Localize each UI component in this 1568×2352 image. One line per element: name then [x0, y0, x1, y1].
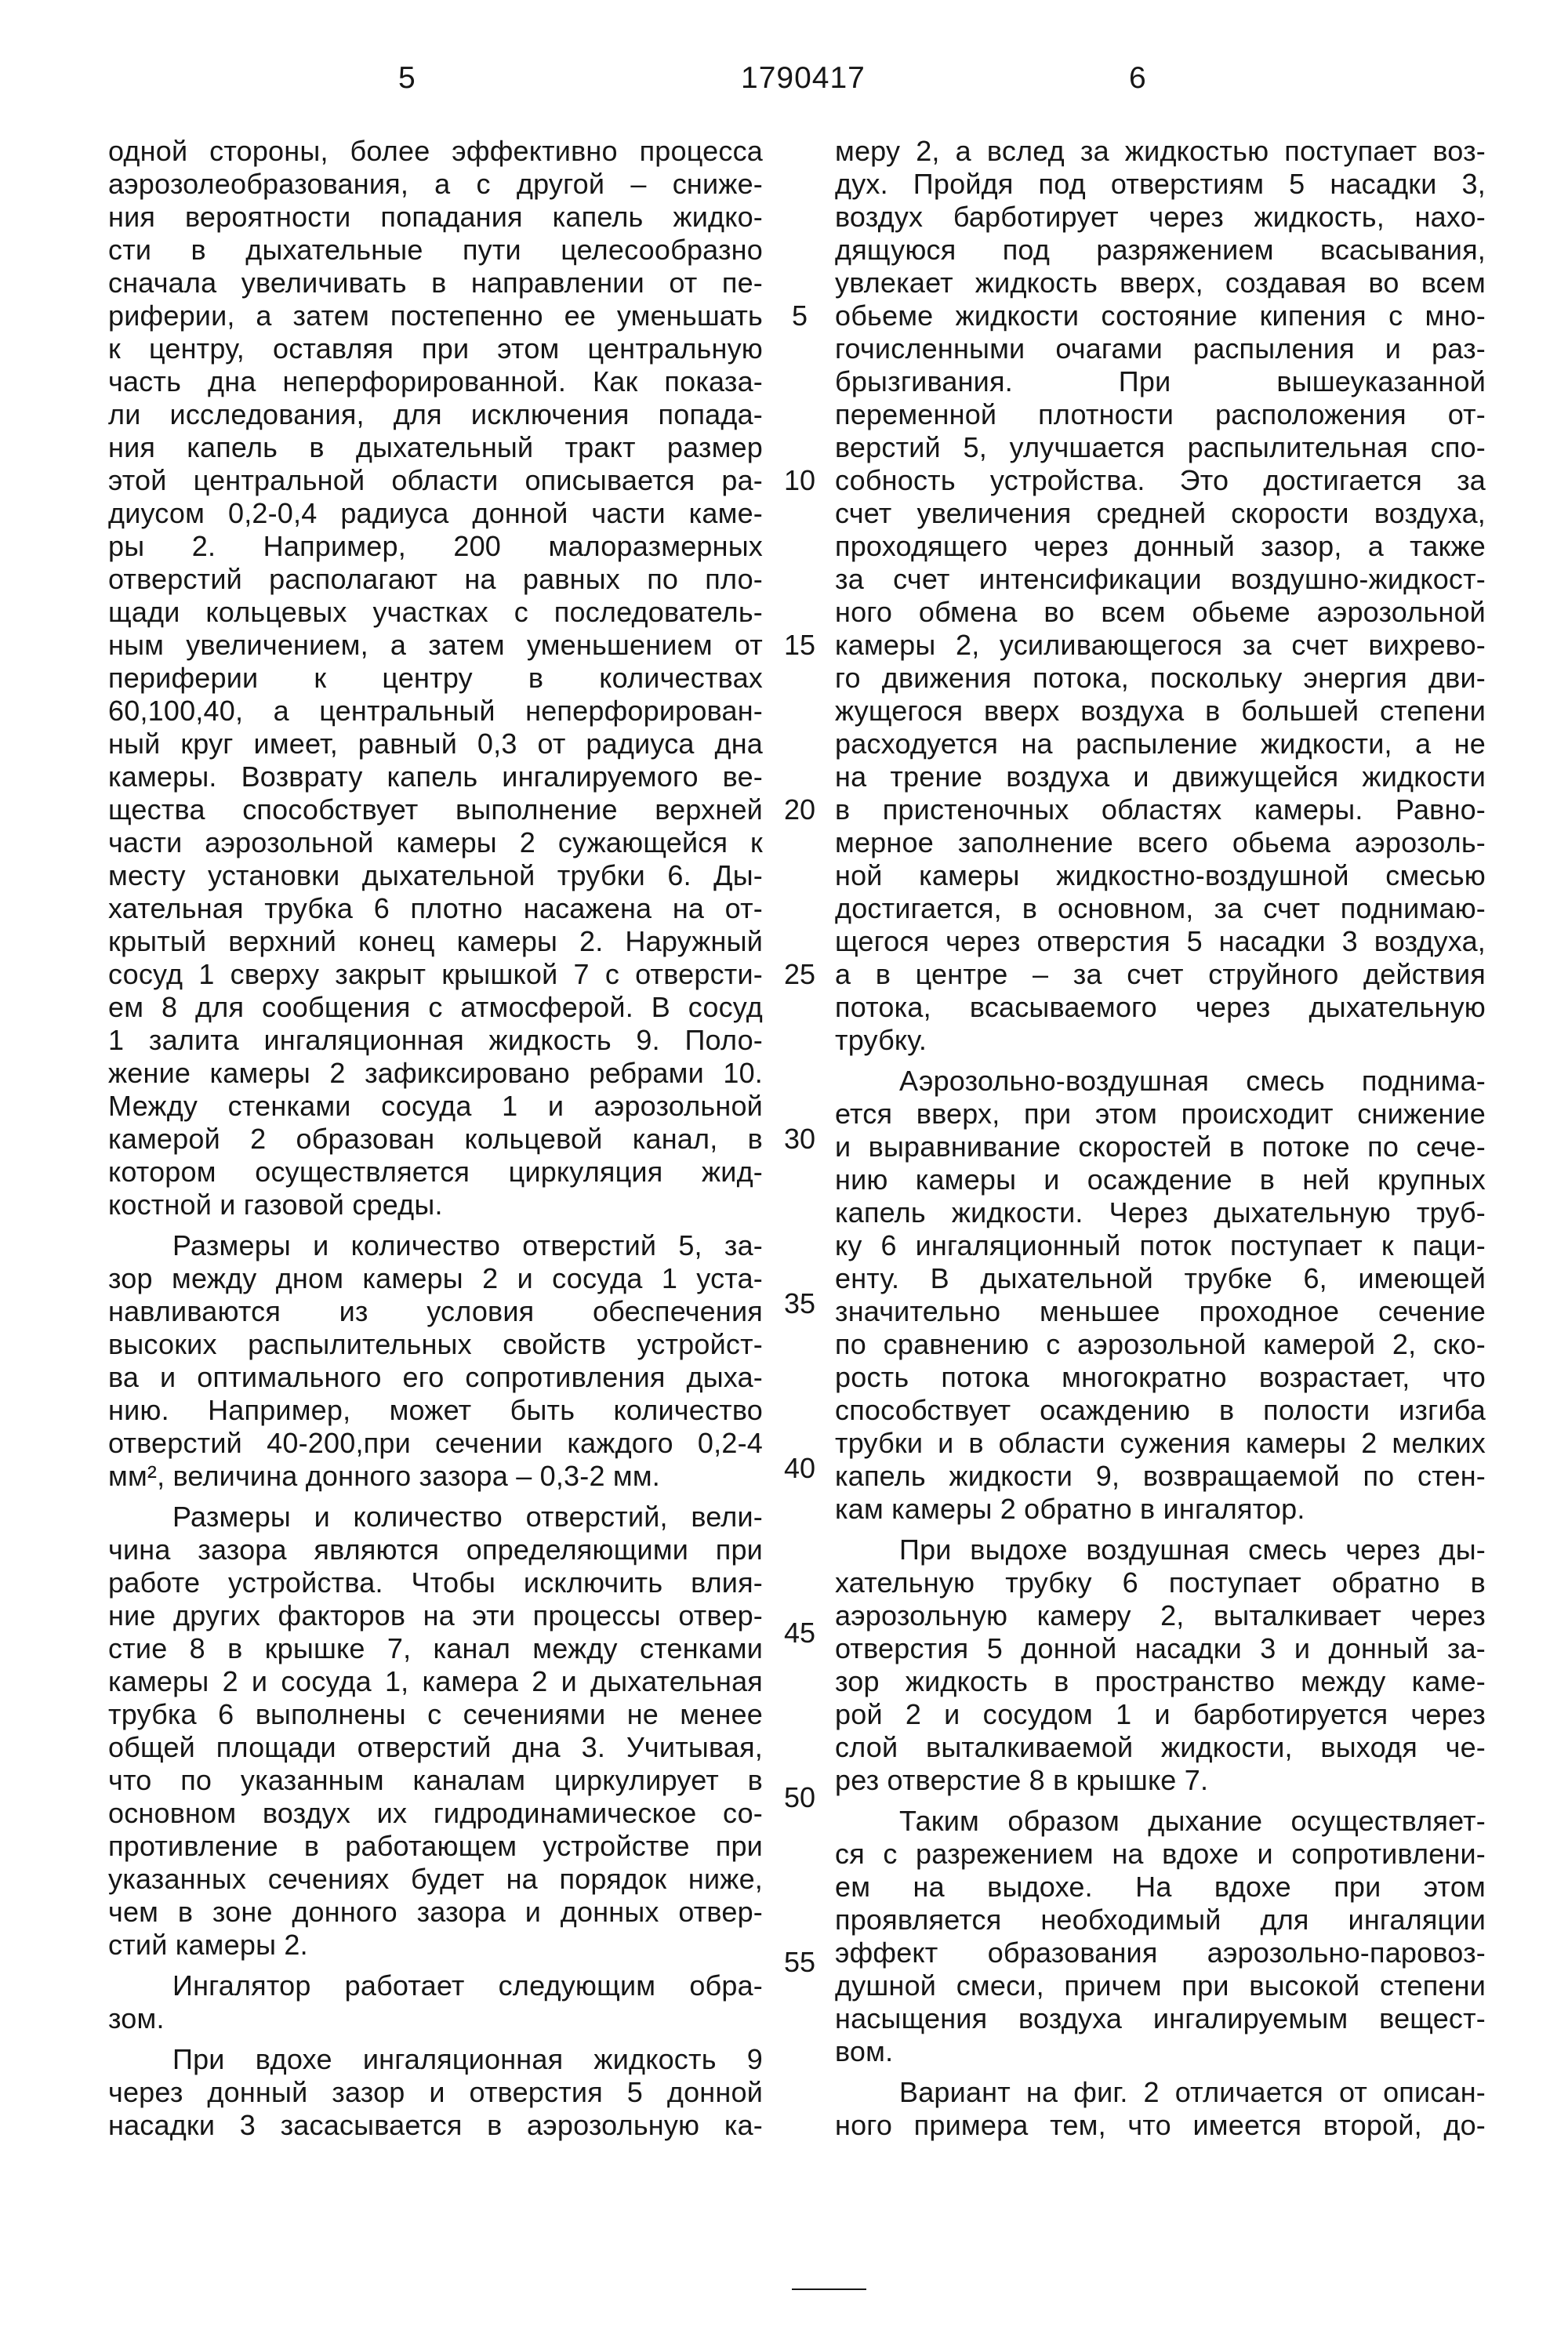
text-line: хательную трубку 6 поступает обратно в: [835, 1566, 1486, 1599]
text-line: общей площади отверстий дна 3. Учитывая,: [108, 1731, 763, 1763]
text-line: риферии, а затем постепенно ее уменьшать: [108, 299, 763, 332]
text-line: периферии к центру в количествах: [108, 662, 763, 694]
text-line: щегося через отверстия 5 насадки 3 воздуха,: [835, 925, 1486, 957]
text-line: Размеры и количество отверстий 5, за-: [172, 1229, 763, 1261]
text-line: жение камеры 2 зафиксировано ребрами 10.: [108, 1057, 763, 1089]
text-line: основном воздух их гидродинамическое со-: [108, 1797, 763, 1829]
text-line: потока, всасываемого через дыхательную: [835, 991, 1486, 1023]
text-line: хательная трубка 6 плотно насажена на от-: [108, 892, 763, 924]
text-line: через донный зазор и отверстия 5 донной: [108, 2076, 763, 2108]
text-line: душной смеси, причем при высокой степени: [835, 1969, 1486, 2002]
text-line: 60,100,40, а центральный неперфорирован-: [108, 695, 763, 727]
text-line: ного обмена во всем обьеме аэрозольной: [835, 596, 1486, 628]
left-column: [108, 135, 763, 2142]
text-line: насыщения воздуха ингалируемым вещест-: [835, 2002, 1486, 2034]
text-line: ры 2. Например, 200 малоразмерных: [108, 530, 763, 562]
text-line: противление в работающем устройстве при: [108, 1830, 763, 1862]
text-line: брызгивания. При вышеуказанной: [835, 365, 1486, 397]
left-page-number: 5: [398, 61, 416, 95]
text-line: жущегося вверх воздуха в большей степени: [835, 695, 1486, 727]
line-number: 50: [783, 1781, 816, 1813]
text-line: указанных сечениях будет на порядок ниже,: [108, 1863, 763, 1895]
text-line: трубка 6 выполнены с сечениями не менее: [108, 1698, 763, 1730]
text-line: ли исследования, для исключения попада-: [108, 398, 763, 430]
text-line: работе устройства. Чтобы исключить влия-: [108, 1566, 763, 1599]
text-line: ется вверх, при этом происходит снижение: [835, 1098, 1486, 1130]
text-line: способствует осаждению в полости изгиба: [835, 1394, 1486, 1426]
text-line: этой центральной области описывается ра-: [108, 464, 763, 496]
text-line: трубку.: [835, 1024, 927, 1056]
text-line: зор жидкость в пространство между каме-: [835, 1665, 1486, 1697]
text-line: При вдохе ингаляционная жидкость 9: [172, 2043, 763, 2075]
line-number: 5: [791, 299, 808, 332]
text-line: гочисленными очагами распыления и раз-: [835, 332, 1486, 365]
text-line: кам камеры 2 обратно в ингалятор.: [835, 1493, 1305, 1525]
text-line: сти в дыхательные пути целесообразно: [108, 234, 763, 266]
text-line: отверстий 40-200,при сечении каждого 0,2-4: [108, 1427, 763, 1459]
text-line: рез отверстие 8 в крышке 7.: [835, 1764, 1209, 1796]
text-line: за счет интенсификации воздушно-жидкост-: [835, 563, 1486, 595]
text-line: одной стороны, более эффективно процесса: [108, 135, 763, 167]
text-line: часть дна неперфорированной. Как показа-: [108, 365, 763, 397]
text-line: по сравнению с аэрозольной камерой 2, ско-: [835, 1328, 1486, 1360]
text-line: камеры 2 и сосуда 1, камера 2 и дыхательная: [108, 1665, 763, 1697]
text-line: на трение воздуха и движущейся жидкости: [835, 760, 1486, 793]
text-line: стий камеры 2.: [108, 1929, 308, 1961]
text-line: мерное заполнение всего обьема аэрозоль-: [835, 826, 1486, 858]
text-line: Вариант на фиг. 2 отличается от описан-: [899, 2076, 1486, 2108]
text-line: ем 8 для сообщения с атмосферой. В сосуд: [108, 991, 763, 1023]
text-line: енту. В дыхательной трубке 6, имеющей: [835, 1262, 1486, 1294]
text-line: костной и газовой среды.: [108, 1189, 443, 1221]
text-line: нию. Например, может быть количество: [108, 1394, 763, 1426]
text-line: 1 залита ингаляционная жидкость 9. Поло-: [108, 1024, 763, 1056]
text-line: чина зазора являются определяющими при: [108, 1534, 763, 1566]
text-line: мм², величина донного зазора – 0,3-2 мм.: [108, 1460, 660, 1492]
text-line: зор между дном камеры 2 и сосуда 1 уста-: [108, 1262, 763, 1294]
text-line: капель жидкости 9, возвращаемой по стен-: [835, 1460, 1486, 1492]
text-line: Аэрозольно-воздушная смесь поднима-: [899, 1065, 1486, 1097]
right-page-number: 6: [1129, 61, 1146, 95]
text-line: а в центре – за счет струйного действия: [835, 958, 1486, 990]
text-line: отверстия 5 донной насадки 3 и донный за-: [835, 1632, 1486, 1664]
line-number: 20: [783, 793, 816, 826]
text-line: в пристеночных областях камеры. Равно-: [835, 793, 1486, 826]
text-line: ного примера тем, что имеется второй, до-: [835, 2109, 1486, 2141]
right-column: [835, 135, 1486, 2142]
text-line: камеры 2, усиливающегося за счет вихрево-: [835, 629, 1486, 661]
text-line: рой 2 и сосудом 1 и барботируется через: [835, 1698, 1486, 1730]
text-line: что по указанным каналам циркулирует в: [108, 1764, 763, 1796]
text-line: сначала увеличивать в направлении от пе-: [108, 267, 763, 299]
line-number: 55: [783, 1946, 816, 1978]
text-line: ный круг имеет, равный 0,3 от радиуса дна: [108, 728, 763, 760]
text-line: меру 2, а вслед за жидкостью поступает воз-: [835, 135, 1486, 167]
line-number: 30: [783, 1123, 816, 1155]
text-line: слой выталкиваемой жидкости, выходя че-: [835, 1731, 1486, 1763]
text-line: собность устройства. Это достигается за: [835, 464, 1486, 496]
text-line: сосуд 1 сверху закрыт крышкой 7 с отверсти-: [108, 958, 763, 990]
text-line: диусом 0,2-0,4 радиуса донной части каме-: [108, 497, 763, 529]
text-line: капель жидкости. Через дыхательную труб-: [835, 1196, 1486, 1229]
text-line: отверстий располагают на равных по пло-: [108, 563, 763, 595]
text-line: проходящего через донный зазор, а также: [835, 530, 1486, 562]
text-line: счет увеличения средней скорости воздуха,: [835, 497, 1486, 529]
text-line: обьеме жидкости состояние кипения с мно-: [835, 299, 1486, 332]
text-line: ся с разрежением на вдохе и сопротивлени-: [835, 1838, 1486, 1870]
text-line: ным увеличением, а затем уменьшением от: [108, 629, 763, 661]
line-number: 15: [783, 629, 816, 661]
text-line: и выравнивание скоростей в потоке по сече-: [835, 1131, 1486, 1163]
line-number: 10: [783, 464, 816, 496]
text-line: котором осуществляется циркуляция жид-: [108, 1156, 763, 1188]
text-line: ние других факторов на эти процессы отвер-: [108, 1599, 763, 1632]
text-line: камеры. Возврату капель ингалируемого ве-: [108, 760, 763, 793]
text-line: эффект образования аэрозольно-паровоз-: [835, 1936, 1486, 1969]
text-line: стие 8 в крышке 7, канал между стенками: [108, 1632, 763, 1664]
continuation-rule: [792, 2288, 866, 2290]
text-line: части аэрозольной камеры 2 сужающейся к: [108, 826, 763, 858]
text-line: расходуется на распыление жидкости, а не: [835, 728, 1486, 760]
text-line: щества способствует выполнение верхней: [108, 793, 763, 826]
text-line: ем на выдохе. На вдохе при этом: [835, 1871, 1486, 1903]
text-line: вом.: [835, 2035, 894, 2067]
text-line: значительно меньшее проходное сечение: [835, 1295, 1486, 1327]
text-line: крытый верхний конец камеры 2. Наружный: [108, 925, 763, 957]
text-line: высоких распылительных свойств устройст-: [108, 1328, 763, 1360]
text-line: переменной плотности расположения от-: [835, 398, 1486, 430]
line-number: 35: [783, 1287, 816, 1319]
text-line: аэрозолеобразования, а с другой – сниже-: [108, 168, 763, 200]
text-line: аэрозольную камеру 2, выталкивает через: [835, 1599, 1486, 1632]
text-line: При выдохе воздушная смесь через ды-: [899, 1534, 1486, 1566]
text-line: ния вероятности попадания капель жидко-: [108, 201, 763, 233]
text-line: проявляется необходимый для ингаляции: [835, 1904, 1486, 1936]
text-line: Ингалятор работает следующим обра-: [172, 1969, 763, 2002]
text-line: Размеры и количество отверстий, вели-: [172, 1501, 763, 1533]
text-line: го движения потока, поскольку энергия дви-: [835, 662, 1486, 694]
line-number: 45: [783, 1617, 816, 1649]
text-line: рость потока многократно возрастает, что: [835, 1361, 1486, 1393]
text-line: ку 6 ингаляционный поток поступает к паци-: [835, 1229, 1486, 1261]
line-number: 40: [783, 1452, 816, 1484]
text-line: ва и оптимального его сопротивления дыха-: [108, 1361, 763, 1393]
text-line: нию камеры и осаждение в ней крупных: [835, 1163, 1486, 1196]
text-line: щади кольцевых участках с последователь-: [108, 596, 763, 628]
line-number: 25: [783, 958, 816, 990]
text-line: ния капель в дыхательный тракт размер: [108, 431, 763, 463]
text-line: камерой 2 образован кольцевой канал, в: [108, 1123, 763, 1155]
text-line: дух. Пройдя под отверстиям 5 насадки 3,: [835, 168, 1486, 200]
text-line: увлекает жидкость вверх, создавая во всем: [835, 267, 1486, 299]
text-line: навливаются из условия обеспечения: [108, 1295, 763, 1327]
text-line: к центру, оставляя при этом центральную: [108, 332, 763, 365]
page-header: [0, 61, 1568, 108]
text-line: трубки и в области сужения камеры 2 мелких: [835, 1427, 1486, 1459]
text-line: насадки 3 засасывается в аэрозольную ка-: [108, 2109, 763, 2141]
text-line: зом.: [108, 2002, 165, 2034]
text-line: чем в зоне донного зазора и донных отвер-: [108, 1896, 763, 1928]
text-line: воздух барботирует через жидкость, нахо-: [835, 201, 1486, 233]
text-line: ной камеры жидкостно-воздушной смесью: [835, 859, 1486, 891]
text-line: верстий 5, улучшается распылительная спо-: [835, 431, 1486, 463]
text-line: дящуюся под разряжением всасывания,: [835, 234, 1486, 266]
text-line: достигается, в основном, за счет поднимаю-: [835, 892, 1486, 924]
text-line: месту установки дыхательной трубки 6. Ды-: [108, 859, 763, 891]
text-line: Таким образом дыхание осуществляет-: [899, 1805, 1486, 1837]
patent-number: 1790417: [741, 61, 866, 95]
text-line: Между стенками сосуда 1 и аэрозольной: [108, 1090, 763, 1122]
